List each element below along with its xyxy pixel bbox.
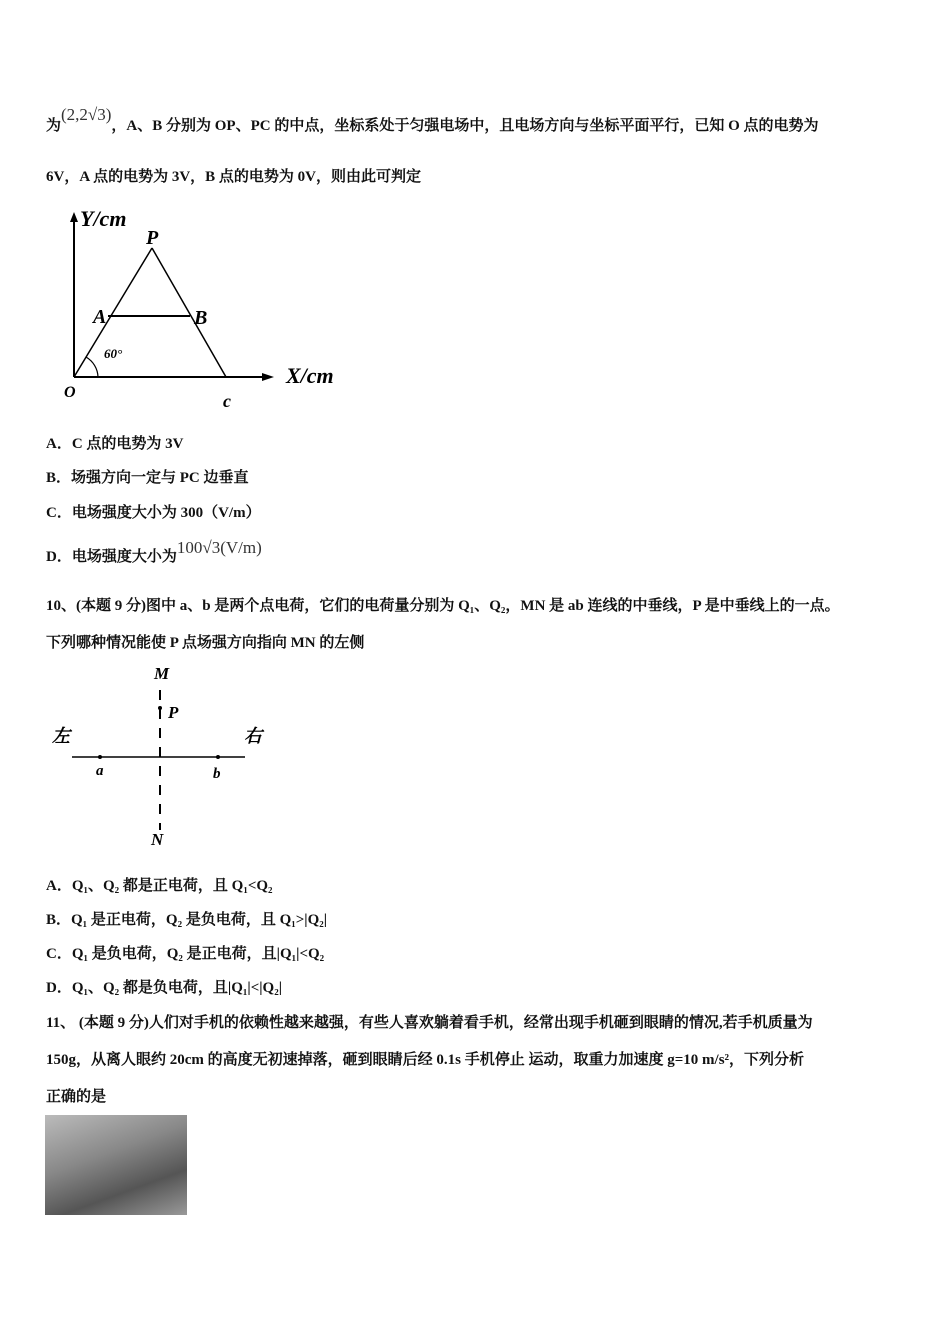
q10-text-line1: 10、(本题 9 分)图中 a、b 是两个点电荷，它们的电荷量分别为 Q₁、Q₂，MN 是 ab 连线的中垂线，P 是中垂线上的一点。: [46, 598, 840, 614]
charge-a-label: a: [96, 763, 104, 779]
q10-option-a: A．Q₁、Q₂ 都是正电荷，且 Q₁<Q₂: [46, 878, 273, 894]
point-a-label: A: [93, 306, 107, 328]
point-c-label: c: [223, 391, 231, 411]
q10-option-c: C．Q₁ 是负电荷，Q₂ 是正电荷，且|Q₁|<Q₂: [46, 946, 325, 962]
edge-pc: [152, 248, 226, 377]
point-p-label: P: [168, 703, 179, 722]
charge-b: [216, 755, 220, 759]
left-label: 左: [52, 726, 70, 746]
option-d-math: 100√3(V/m): [176, 538, 262, 557]
q9-option-c: C．电场强度大小为 300（V/m）: [46, 505, 261, 521]
point-n-label: N: [151, 830, 164, 849]
right-label: 右: [244, 726, 262, 746]
y-axis-arrow: [70, 212, 78, 222]
triangle-diagram: [0, 0, 360, 420]
q9-text-line2: 6V，A 点的电势为 3V，B 点的电势为 0V，则由此可判定: [46, 169, 422, 185]
q9-line1-pre: 为: [46, 118, 62, 134]
charge-a: [98, 755, 102, 759]
charges-diagram: [0, 650, 300, 860]
q10-option-b: B．Q₁ 是正电荷，Q₂ 是负电荷，且 Q₁>|Q₂|: [46, 912, 328, 928]
charge-b-label: b: [213, 766, 221, 782]
y-axis-label: Y/cm: [80, 206, 127, 231]
angle-label: 60°: [104, 346, 123, 361]
q10-option-d: D．Q₁、Q₂ 都是负电荷，且|Q₁|<|Q₂|: [46, 980, 283, 996]
x-axis-arrow: [262, 373, 274, 381]
point-p: [158, 706, 162, 710]
q11-text-line3: 正确的是: [46, 1089, 107, 1105]
point-m-label: M: [154, 664, 170, 683]
q9-option-b: B．场强方向一定与 PC 边垂直: [46, 470, 249, 486]
point-p-label: P: [146, 227, 159, 249]
x-axis-label: X/cm: [286, 363, 334, 388]
q11-text-line2: 150g，从离人眼约 20cm 的高度无初速掉落，砸到眼睛后经 0.1s 手机停止 运动，取重力加速度 g=10 m/s²，下列分析: [46, 1052, 805, 1068]
angle-arc: [86, 357, 98, 377]
q9-option-a: A．C 点的电势为 3V: [46, 436, 184, 452]
coordinate-math: (2,2√3): [61, 105, 112, 124]
q10-text-line2: 下列哪种情况能使 P 点场强方向指向 MN 的左侧: [46, 635, 365, 651]
q9-line1-post: ，A、B 分别为 OP、PC 的中点，坐标系处于匀强电场中，且电场方向与坐标平面平行，已知 O 点的电势为: [111, 118, 819, 134]
origin-label: O: [64, 384, 76, 401]
q11-text-line1: 11、 (本题 9 分)人们对手机的依赖性越来越强，有些人喜欢躺着看手机，经常出现手机砸到眼睛的情况,若手机质量为: [46, 1015, 813, 1031]
point-b-label: B: [194, 307, 208, 329]
q9-option-d: D．电场强度大小为100√3(V/m): [46, 538, 262, 565]
person-lying-with-phone-photo: [45, 1115, 187, 1215]
